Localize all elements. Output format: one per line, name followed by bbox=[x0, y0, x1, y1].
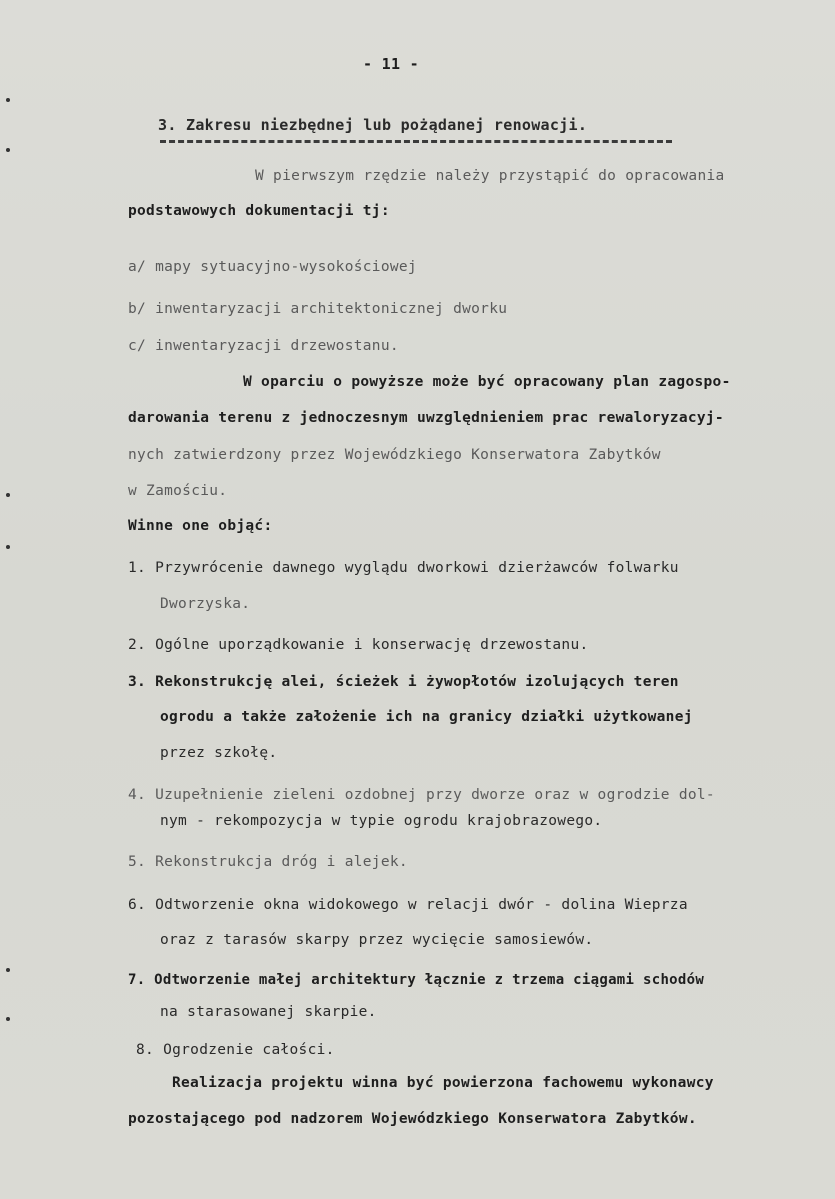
margin-mark bbox=[6, 493, 10, 497]
list-item: 8. Ogrodzenie całości. bbox=[136, 1042, 335, 1058]
intro-line: podstawowych dokumentacji tj: bbox=[128, 203, 390, 219]
margin-mark bbox=[6, 545, 10, 549]
list-item: 2. Ogólne uporządkowanie i konserwację drzewostanu. bbox=[128, 637, 589, 653]
margin-mark bbox=[6, 1017, 10, 1021]
margin-mark bbox=[6, 968, 10, 972]
list-item: 4. Uzupełnienie zieleni ozdobnej przy dworze oraz w ogrodzie dol- bbox=[128, 787, 715, 803]
list-item-cont: przez szkołę. bbox=[160, 745, 278, 761]
list-item-cont: oraz z tarasów skarpy przez wycięcie samosiewów. bbox=[160, 932, 594, 948]
list-item: 6. Odtworzenie okna widokowego w relacji dwór - dolina Wieprza bbox=[128, 897, 688, 913]
list-item: 5. Rekonstrukcja dróg i alejek. bbox=[128, 854, 408, 870]
title-underline bbox=[160, 140, 672, 143]
list-item-cont: Dworzyska. bbox=[160, 596, 251, 612]
margin-mark bbox=[6, 148, 10, 152]
intro-line: W pierwszym rzędzie należy przystąpić do opracowania bbox=[255, 168, 725, 184]
list-item-cont: nym - rekompozycja w typie ogrodu krajobrazowego. bbox=[160, 813, 603, 829]
closing-line: Realizacja projektu winna być powierzona fachowemu wykonawcy bbox=[172, 1075, 714, 1091]
doc-item: b/ inwentaryzacji architektonicznej dworku bbox=[128, 301, 508, 317]
closing-line: pozostającego pod nadzorem Wojewódzkiego Konserwatora Zabytków. bbox=[128, 1111, 697, 1127]
plan-line: w Zamościu. bbox=[128, 483, 228, 499]
list-item-cont: na starasowanej skarpie. bbox=[160, 1004, 377, 1020]
plan-line: nych zatwierdzony przez Wojewódzkiego Konserwatora Zabytków bbox=[128, 447, 661, 463]
doc-item: a/ mapy sytuacyjno-wysokościowej bbox=[128, 259, 417, 275]
plan-line: darowania terenu z jednoczesnym uwzględnieniem prac rewaloryzacyj- bbox=[128, 410, 724, 426]
doc-item: c/ inwentaryzacji drzewostanu. bbox=[128, 338, 399, 354]
page-number: - 11 - bbox=[363, 55, 419, 73]
margin-mark bbox=[6, 98, 10, 102]
list-item: 3. Rekonstrukcję alei, ścieżek i żywopłotów izolujących teren bbox=[128, 674, 679, 690]
list-item: 1. Przywrócenie dawnego wyglądu dworkowi dzierżawców folwarku bbox=[128, 560, 679, 576]
section-title: 3. Zakresu niezbędnej lub pożądanej renowacji. bbox=[158, 116, 588, 134]
list-item: 7. Odtworzenie małej architektury łącznie z trzema ciągami schodów bbox=[128, 972, 705, 988]
plan-line: W oparciu o powyższe może być opracowany plan zagospo- bbox=[243, 374, 731, 390]
scope-heading: Winne one objąć: bbox=[128, 518, 273, 534]
list-item-cont: ogrodu a także założenie ich na granicy działki użytkowanej bbox=[160, 709, 693, 725]
